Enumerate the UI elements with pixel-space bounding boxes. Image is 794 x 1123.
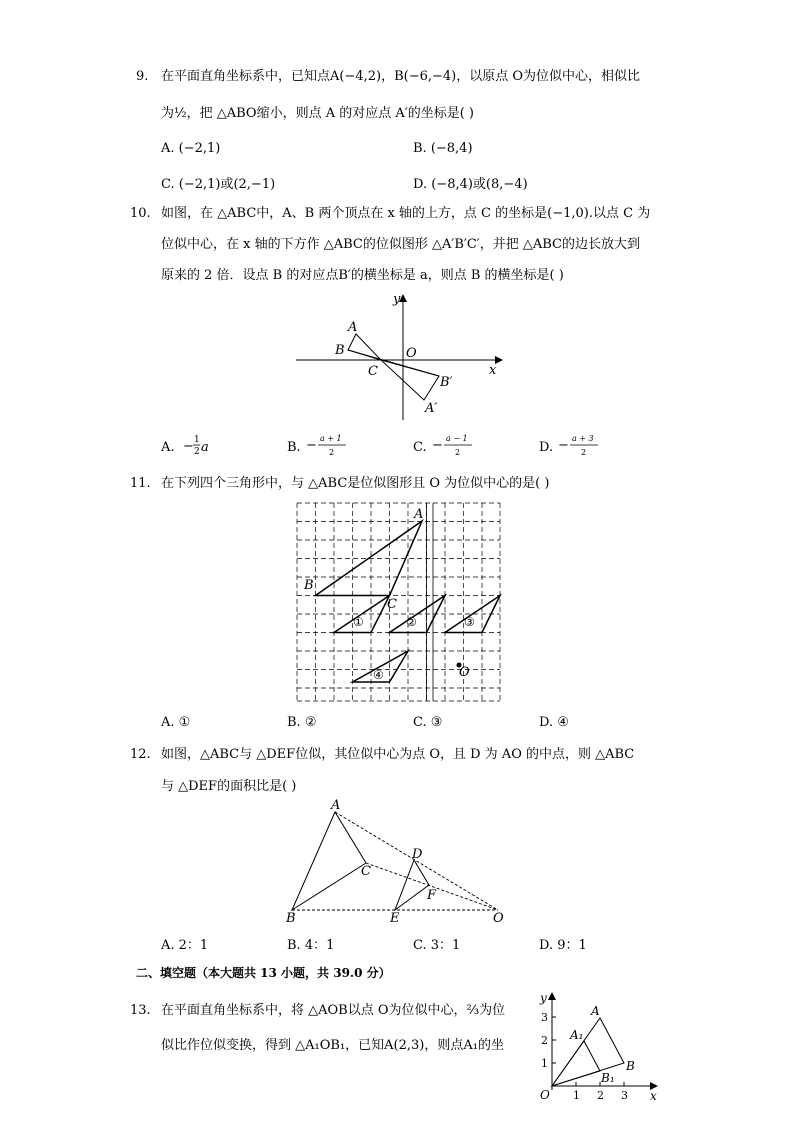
q10-stem-line1: 如图，在 △ABC中，A、B 两个顶点在 x 轴的上方，点 C 的坐标是(−1,0).以点 C 为	[161, 206, 651, 221]
q10-option-b-prefix: B.	[287, 440, 301, 455]
q10-label-c: C	[368, 364, 378, 379]
svg-text:−: −	[306, 438, 317, 453]
q9-option-b: B. (−8,4)	[413, 141, 473, 156]
q9-option-a: A. (−2,1)	[161, 141, 221, 156]
svg-text:2: 2	[455, 448, 461, 457]
q11-option-b: B. ②	[287, 715, 317, 730]
q13-tick-x2: 2	[597, 1089, 604, 1102]
q12-stem-line1: 如图，△ABC与 △DEF位似，其位似中心为点 O，且 D 为 AO 的中点，则 △ABC	[161, 747, 635, 762]
q11-label-o: O	[459, 665, 470, 680]
q13-tick-y3: 3	[541, 1011, 548, 1024]
q11-stem-line1: 在下列四个三角形中，与 △ABC是位似图形且 O 为位似中心的是( )	[161, 476, 550, 491]
q10-label-b1: B′	[440, 375, 453, 390]
q13-label-b: B	[626, 1059, 635, 1073]
q11-option-c: C. ③	[413, 715, 443, 730]
q13-label-b1: B₁	[601, 1071, 615, 1085]
q11-figure	[294, 500, 506, 706]
q12-option-c: C. 3：1	[413, 938, 461, 953]
q10-triangle-a1b1c1	[381, 360, 439, 400]
svg-text:2: 2	[194, 447, 200, 457]
q10-option-c-math	[432, 432, 476, 460]
q13-label-a1: A₁	[570, 1028, 584, 1042]
q12-label-e: E	[390, 911, 400, 926]
q12-stem-line2: 与 △DEF的面积比是( )	[161, 779, 297, 794]
q12-label-d: D	[412, 847, 423, 862]
svg-text:1: 1	[194, 435, 200, 445]
q12-label-a: A	[331, 798, 341, 813]
q11-label-2: ②	[406, 615, 417, 629]
q11-label-c: C	[387, 597, 397, 612]
q12-option-a: A. 2：1	[161, 938, 209, 953]
q10-label-x: x	[489, 363, 497, 378]
q9-option-d: D. (−8,4)或(8,−4)	[413, 177, 528, 192]
svg-text:2: 2	[329, 448, 335, 457]
q13-stem-line1: 在平面直角坐标系中，将 △AOB以点 O为位似中心，⅔为位	[161, 1003, 506, 1018]
q11-label-3: ③	[464, 615, 475, 629]
q13-label-y: y	[540, 991, 547, 1005]
q10-option-d-prefix: D.	[539, 440, 554, 455]
q10-stem-line2: 位似中心，在 x 轴的下方作 △ABC的位似图形 △A′B′C′，并把 △ABC的边长放大到	[161, 237, 640, 252]
q10-number: 10.	[130, 206, 151, 221]
q12-number: 12.	[130, 747, 151, 762]
q12-label-b: B	[286, 911, 296, 926]
q13-tick-x3: 3	[621, 1089, 628, 1102]
q13-tick-y2: 2	[541, 1034, 548, 1047]
q12-label-c: C	[361, 864, 371, 879]
svg-text:a − 1: a − 1	[446, 434, 468, 443]
q10-option-a-prefix: A.	[161, 440, 175, 455]
q11-label-a: A	[414, 507, 424, 522]
q10-label-a: A	[348, 320, 358, 335]
q11-option-a: A. ①	[161, 715, 191, 730]
q13-label-a: A	[591, 1004, 600, 1018]
q12-option-b: B. 4：1	[287, 938, 335, 953]
svg-text:a + 3: a + 3	[572, 434, 594, 443]
q10-label-o: O	[406, 346, 417, 361]
q13-label-o: O	[540, 1088, 550, 1102]
q12-option-d: D. 9：1	[539, 938, 587, 953]
q9-stem-line2: 为½，把 △ABO缩小，则点 A 的对应点 A′的坐标是( )	[161, 106, 474, 121]
q12-figure	[282, 797, 512, 927]
q10-option-d-math	[558, 432, 602, 460]
q11-label-1: ①	[353, 615, 364, 629]
q13-number: 13.	[130, 1003, 151, 1018]
q10-figure	[290, 290, 510, 425]
q13-stem-line2: 似比作位似变换，得到 △A₁OB₁，已知A(2,3)，则点A₁的坐	[161, 1038, 504, 1053]
q13-tick-x1: 1	[573, 1089, 580, 1102]
svg-text:−: −	[183, 439, 194, 454]
q9-option-c: C. (−2,1)或(2,−1)	[161, 177, 276, 192]
q12-label-o: O	[493, 911, 504, 926]
q10-option-c-prefix: C.	[413, 440, 427, 455]
section-2-title: 二、填空题（本大题共 13 小题，共 39.0 分）	[136, 966, 391, 980]
svg-text:a + 1: a + 1	[320, 434, 342, 443]
svg-text:2: 2	[581, 448, 587, 457]
q10-stem-line3: 原来的 2 倍．设点 B 的对应点B′的横坐标是 a，则点 B 的横坐标是( )	[161, 268, 564, 283]
q11-option-d: D. ④	[539, 715, 569, 730]
q12-dashed-lines	[292, 812, 498, 910]
q11-number: 11.	[130, 476, 151, 491]
q13-tick-y1: 1	[541, 1057, 548, 1070]
q12-triangle-def	[395, 860, 429, 910]
q12-label-f: F	[427, 888, 437, 903]
q11-label-b: B	[304, 578, 314, 593]
svg-text:−: −	[432, 438, 443, 453]
q13-triangle-a1ob1	[552, 1041, 600, 1086]
q11-solid-columns	[427, 503, 434, 701]
q12-triangle-abc	[292, 812, 366, 910]
q10-triangle-abc	[348, 334, 381, 360]
svg-text:a: a	[201, 440, 209, 455]
q10-option-b-math	[306, 432, 350, 460]
q10-label-b: B	[335, 343, 345, 358]
q9-stem-line1: 在平面直角坐标系中，已知点A(−4,2)，B(−6,−4)，以原点 O为位似中心，相似比	[161, 69, 641, 84]
q13-y-arrow	[548, 992, 556, 1000]
q13-label-x: x	[650, 1089, 657, 1103]
q9-number: 9.	[136, 69, 149, 84]
q13-figure	[532, 990, 662, 1103]
q10-option-a-math	[183, 432, 223, 460]
q10-label-y: y	[393, 292, 401, 307]
q10-label-a1: A′	[425, 401, 438, 416]
q11-label-4: ④	[373, 668, 384, 682]
svg-text:−: −	[558, 438, 569, 453]
